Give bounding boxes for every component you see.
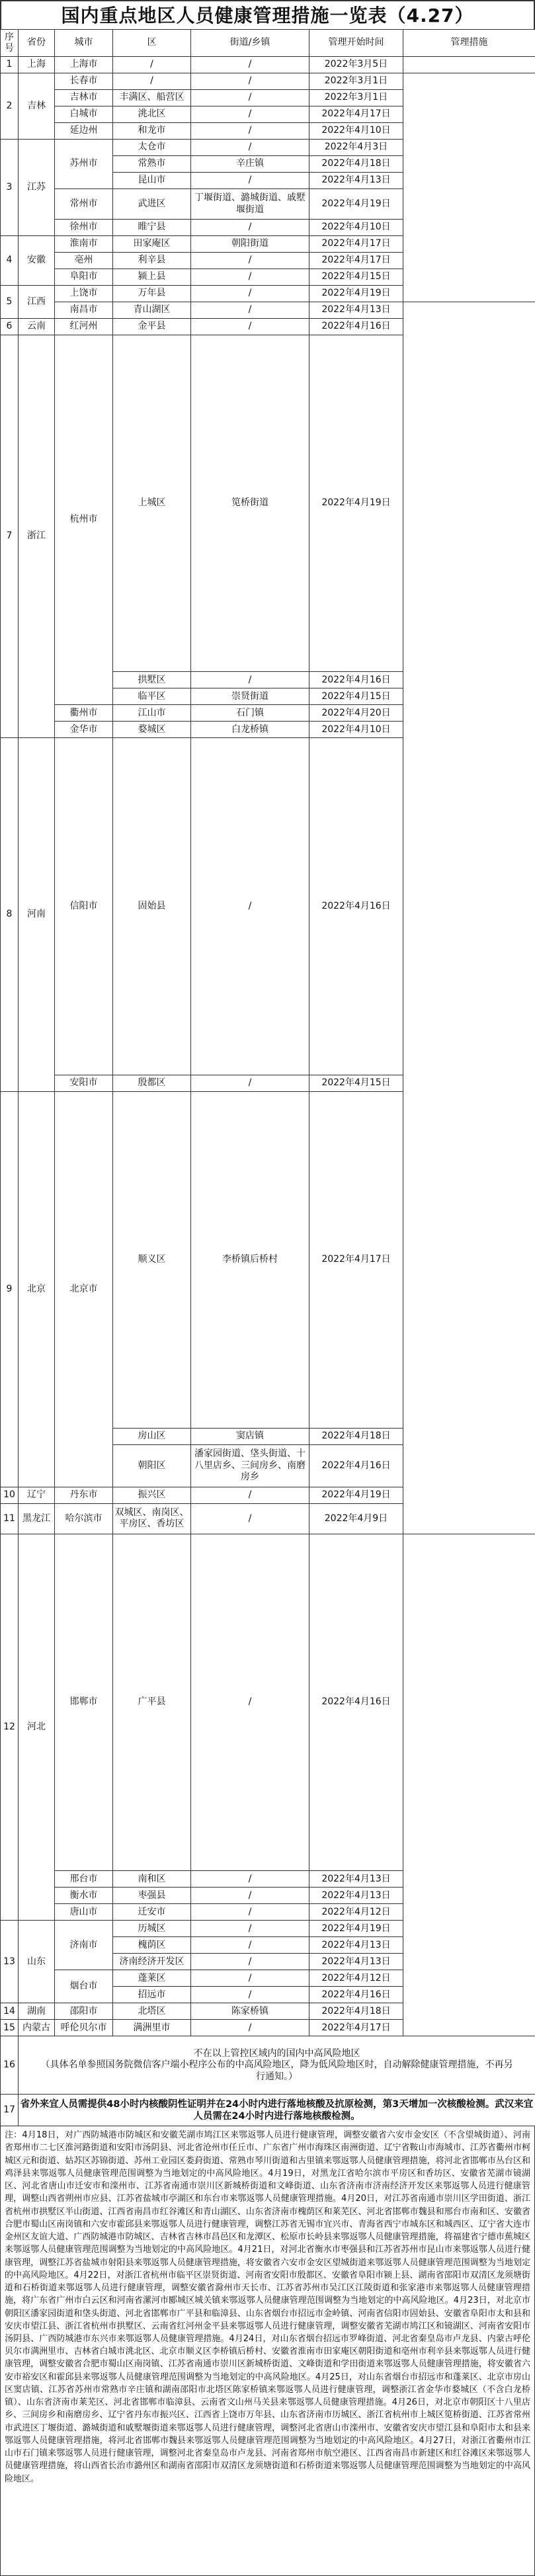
table-row (1, 1487, 535, 1503)
header-measure: 管理措施 (403, 30, 535, 57)
table-row (1, 2036, 535, 2095)
street-cell: 笕桥街道 (191, 335, 309, 672)
street-cell: / (191, 253, 309, 269)
date-cell: 2022年4月3日 (309, 140, 403, 156)
table-row (1, 1503, 535, 1534)
province-cell: 辽宁 (19, 1487, 55, 1503)
district-cell: 固始县 (113, 738, 191, 1075)
district-cell: 上城区 (113, 335, 191, 672)
province-cell: 北京 (19, 1091, 55, 1487)
street-cell: 李桥镇后桥村 (191, 1091, 309, 1428)
header-city: 城市 (55, 30, 113, 57)
date-cell: 2022年4月10日 (309, 722, 403, 738)
other-risk-areas-cell (19, 2036, 535, 2095)
street-cell: 朝阳街道 (191, 236, 309, 253)
street-cell: / (191, 73, 309, 90)
city-cell: 上海市 (55, 57, 113, 73)
table-row (1, 73, 535, 90)
date-cell: 2022年4月16日 (309, 672, 403, 688)
date-cell: 2022年4月13日 (309, 1888, 403, 1904)
city-cell: 上饶市 (55, 286, 113, 302)
date-cell: 2022年4月9日 (309, 1503, 403, 1534)
street-cell: / (191, 1534, 309, 1870)
date-cell: 2022年4月16日 (309, 319, 403, 335)
city-cell: 红河州 (55, 319, 113, 335)
province-cell: 浙江 (19, 335, 55, 738)
measure-cell-blank (403, 73, 535, 302)
district-cell: 田家庵区 (113, 236, 191, 253)
district-cell: 朝阳区 (113, 1444, 191, 1487)
district-cell: 万年县 (113, 286, 191, 302)
street-cell: / (191, 319, 309, 335)
date-cell: 2022年4月13日 (309, 1937, 403, 1954)
city-cell: 长春市 (55, 73, 113, 90)
date-cell: 2022年4月19日 (309, 189, 403, 220)
city-cell: 金华市 (55, 722, 113, 738)
province-cell: 江苏 (19, 140, 55, 236)
street-cell: / (191, 1904, 309, 1921)
date-cell: 2022年4月19日 (309, 1921, 403, 1937)
date-cell: 2022年4月13日 (309, 1954, 403, 1970)
district-cell: 金平县 (113, 319, 191, 335)
date-cell: 2022年3月5日 (309, 57, 403, 73)
street-cell: / (191, 1503, 309, 1534)
seq-cell: 12 (1, 1534, 19, 1920)
street-cell: / (191, 1954, 309, 1970)
street-cell: 陈家桥镇 (191, 2003, 309, 2020)
date-cell: 2022年4月15日 (309, 1075, 403, 1091)
date-cell: 2022年4月19日 (309, 335, 403, 672)
date-cell: 2022年4月20日 (309, 705, 403, 722)
city-cell: 哈尔滨市 (55, 1503, 113, 1534)
district-cell: 利辛县 (113, 253, 191, 269)
street-cell: 丁堰街道、潞城街道、戚墅堰街道 (191, 189, 309, 220)
date-cell: 2022年4月16日 (309, 738, 403, 1075)
city-cell: 呼伦贝尔市 (55, 2020, 113, 2036)
table-row (1, 705, 535, 722)
district-cell: 婺城区 (113, 722, 191, 738)
street-cell: / (191, 1871, 309, 1888)
district-cell: 蓬莱区 (113, 1970, 191, 1987)
header-date: 管理开始时间 (309, 30, 403, 57)
seq-cell: 11 (1, 1503, 19, 1534)
street-cell: / (191, 1075, 309, 1091)
district-cell: 昆山市 (113, 173, 191, 189)
city-cell: 邵阳市 (55, 2003, 113, 2020)
header-seq: 序号 (1, 30, 19, 57)
seq-cell: 8 (1, 738, 19, 1091)
city-cell: 苏州市 (55, 140, 113, 189)
city-cell: 杭州市 (55, 335, 113, 705)
city-cell: 济南市 (55, 1921, 113, 1970)
city-cell: 常州市 (55, 189, 113, 220)
seq-cell: 16 (1, 2036, 19, 2095)
street-cell: / (191, 672, 309, 688)
seq-cell: 9 (1, 1091, 19, 1487)
street-cell: / (191, 302, 309, 319)
district-cell: 丰满区、船营区 (113, 90, 191, 106)
city-cell: 亳州 (55, 253, 113, 269)
street-cell: / (191, 173, 309, 189)
street-cell: 窦店镇 (191, 1428, 309, 1444)
measures-table (0, 29, 535, 2126)
province-cell: 内蒙古 (19, 2020, 55, 2036)
date-cell: 2022年4月17日 (309, 106, 403, 123)
district-cell: / (113, 57, 191, 73)
date-cell: 2022年4月16日 (309, 1987, 403, 2003)
date-cell: 2022年4月17日 (309, 2020, 403, 2036)
city-cell: 南昌市 (55, 302, 113, 319)
street-cell: / (191, 286, 309, 302)
date-cell: 2022年4月15日 (309, 688, 403, 705)
street-cell: 石门镇 (191, 705, 309, 722)
table-row (1, 2095, 535, 2126)
district-cell: 颍上县 (113, 269, 191, 286)
table-row (1, 57, 535, 73)
city-cell: 北京市 (55, 1091, 113, 1487)
seq-cell: 4 (1, 236, 19, 286)
district-cell: 振兴区 (113, 1487, 191, 1503)
street-cell: / (191, 1888, 309, 1904)
district-cell: 迁安市 (113, 1904, 191, 1921)
district-cell: 和龙市 (113, 123, 191, 140)
measure-cell-blank (403, 1534, 535, 2036)
province-cell: 江西 (19, 286, 55, 319)
date-cell: 2022年4月15日 (309, 269, 403, 286)
city-cell: 邯郸市 (55, 1534, 113, 1870)
district-cell: 南和区 (113, 1871, 191, 1888)
province-cell: 河南 (19, 738, 55, 1091)
date-cell: 2022年4月13日 (309, 173, 403, 189)
seq-cell: 1 (1, 57, 19, 73)
district-cell: 武进区 (113, 189, 191, 220)
street-cell: / (191, 90, 309, 106)
seq-cell: 14 (1, 2003, 19, 2020)
street-cell: / (191, 1487, 309, 1503)
city-cell: 衡水市 (55, 1888, 113, 1904)
date-cell: 2022年4月17日 (309, 236, 403, 253)
district-cell: 招远市 (113, 1987, 191, 2003)
table-row (1, 1091, 535, 1428)
city-cell: 烟台市 (55, 1970, 113, 2003)
date-cell: 2022年4月17日 (309, 1091, 403, 1428)
district-cell: 历城区 (113, 1921, 191, 1937)
date-cell: 2022年4月19日 (309, 1487, 403, 1503)
header-row (1, 30, 535, 57)
seq-cell: 15 (1, 2020, 19, 2036)
header-province: 省份 (19, 30, 55, 57)
district-cell: 青山湖区 (113, 302, 191, 319)
district-cell: 睢宁县 (113, 220, 191, 236)
street-cell: / (191, 1970, 309, 1987)
street-cell: / (191, 1987, 309, 2003)
date-cell: 2022年4月10日 (309, 220, 403, 236)
city-cell: 吉林市 (55, 90, 113, 106)
city-cell: 邢台市 (55, 1871, 113, 1888)
seq-cell: 6 (1, 319, 19, 335)
district-cell: 临平区 (113, 688, 191, 705)
measure-cell-top (403, 57, 535, 73)
street-cell: 崇贤街道 (191, 688, 309, 705)
seq-cell: 10 (1, 1487, 19, 1503)
district-cell: 江山市 (113, 705, 191, 722)
district-cell: 枣强县 (113, 1888, 191, 1904)
district-cell: 顺义区 (113, 1091, 191, 1428)
province-cell: 云南 (19, 319, 55, 335)
table-row (1, 319, 535, 335)
city-cell: 阜阳市 (55, 269, 113, 286)
date-cell: 2022年3月1日 (309, 73, 403, 90)
table-row (1, 722, 535, 738)
page-title: 国内重点地区人员健康管理措施一览表（4.27） (0, 0, 535, 29)
outside-province-rule-cell: 省外来宜人员需提供48小时内核酸阴性证明并在24小时内进行落地核酸及抗原检测，第3天增加一次核酸检测。武汉来宜人员需在24小时内进行落地核酸检测。 (19, 2095, 535, 2126)
city-cell: 延边州 (55, 123, 113, 140)
street-cell: / (191, 2020, 309, 2036)
header-district: 区 (113, 30, 191, 57)
date-cell: 2022年4月18日 (309, 156, 403, 173)
other-risk-areas-detail: （具体名单参照国务院微信客户端小程序公布的中高风险地区，降为低风险地区时，自动解除健康管理措施，不再另行通知。） (20, 2059, 534, 2083)
street-cell: 潘家园街道、垡头街道、十八里店乡、三间房乡、南磨房乡 (191, 1444, 309, 1487)
other-risk-areas-title: 不在以上管控区域内的国内中高风险地区 (20, 2048, 534, 2060)
date-cell: 2022年4月16日 (309, 1444, 403, 1487)
street-cell: / (191, 140, 309, 156)
date-cell: 2022年3月1日 (309, 90, 403, 106)
street-cell: 辛庄镇 (191, 156, 309, 173)
district-cell: 拱墅区 (113, 672, 191, 688)
street-cell: 白龙桥镇 (191, 722, 309, 738)
district-cell: 殷都区 (113, 1075, 191, 1091)
street-cell: / (191, 220, 309, 236)
date-cell: 2022年4月13日 (309, 302, 403, 319)
date-cell: 2022年4月10日 (309, 123, 403, 140)
district-cell: 房山区 (113, 1428, 191, 1444)
district-cell: 满洲里市 (113, 2020, 191, 2036)
city-cell: 淮南市 (55, 236, 113, 253)
district-cell: 广平县 (113, 1534, 191, 1870)
street-cell: / (191, 269, 309, 286)
street-cell: / (191, 1937, 309, 1954)
street-cell: / (191, 123, 309, 140)
date-cell: 2022年4月13日 (309, 1871, 403, 1888)
district-cell: 洮北区 (113, 106, 191, 123)
province-cell: 上海 (19, 57, 55, 73)
city-cell: 徐州市 (55, 220, 113, 236)
table-row (1, 302, 535, 319)
district-cell: 济南经济开发区 (113, 1954, 191, 1970)
seq-cell: 5 (1, 286, 19, 319)
province-cell: 安徽 (19, 236, 55, 286)
district-cell: 槐荫区 (113, 1937, 191, 1954)
date-cell: 2022年4月18日 (309, 1428, 403, 1444)
district-cell: 北塔区 (113, 2003, 191, 2020)
district-cell: 双城区、南岗区、平房区、香坊区 (113, 1503, 191, 1534)
table-row (1, 1534, 535, 1870)
city-cell: 信阳市 (55, 738, 113, 1075)
city-cell: 安阳市 (55, 1075, 113, 1091)
street-cell: / (191, 738, 309, 1075)
city-cell: 白城市 (55, 106, 113, 123)
date-cell: 2022年4月17日 (309, 253, 403, 269)
header-street: 街道/乡镇 (191, 30, 309, 57)
district-cell: / (113, 73, 191, 90)
district-cell: 太仓市 (113, 140, 191, 156)
seq-cell: 13 (1, 1921, 19, 2003)
table-row (1, 738, 535, 1075)
city-cell: 丹东市 (55, 1487, 113, 1503)
province-cell: 山东 (19, 1921, 55, 2003)
province-cell: 黑龙江 (19, 1503, 55, 1534)
date-cell: 2022年4月19日 (309, 286, 403, 302)
street-cell: / (191, 57, 309, 73)
street-cell: / (191, 1921, 309, 1937)
seq-cell: 2 (1, 73, 19, 140)
date-cell: 2022年4月16日 (309, 1534, 403, 1870)
seq-cell: 7 (1, 335, 19, 738)
district-cell: 常熟市 (113, 156, 191, 173)
city-cell: 唐山市 (55, 1904, 113, 1921)
date-cell: 2022年4月12日 (309, 1970, 403, 1987)
notes-paragraph: 注：4月18日，对广西防城港市防城区和安徽芜湖市鸠江区来鄂返鄂人员进行健康管理，调整安徽省六安市金安区（不含望城街道）、河南省郑州市二七区淮河路街道和安阳市汤阴县、河北省沧州市任丘市、广东省广州市海珠区南洲街道、辽宁省鞍山市海城市、江苏省衢州市柯城区元和街道、姑苏区苏锦街道、苏州工业园区娄葑街道、常熟市琴川街道和古里镇来鄂返鄂人员健康管理措施，将河北省邯郸市丛台区和鸡泽县来鄂返鄂人员健康管理范围调整为当地划定的中高风险地区。4月19日，对黑龙江省哈尔滨市平房区和香坊区、安徽省芜湖市镜湖区、河北省唐山市迁安市和滦州市、江苏省南通市崇川区新城桥街道和文峰街道、山东省济南市济南经济开发区来鄂返鄂人员进行健康管理，调整山西省朔州市应县、江苏省盐城市亭湖区和东台市来鄂返鄂人员健康管理措施。4月20日，对江苏省南通市崇川区学田街道、浙江省杭州市拱墅区半山街道、江西省南昌市红谷滩区和青山湖区、山东省济南市槐荫区和莱芜区、河北省邯郸市魏县和邢台市南和区、安徽省合肥市蜀山区南岗镇和六安市霍邱县来鄂返鄂人员进行健康管理，调整江苏省无锡市宜兴市、青海省西宁市城东区和城西区、辽宁省大连市金州区友谊大道、广西防城港市防城区、吉林省吉林市昌邑区和龙潭区、松原市长岭县来鄂返鄂人员健康管理措施，将福建省宁德市蕉城区来鄂返鄂人员健康管理范围调整为当地划定的中高风险地区。4月21日，对河北省衡水市枣强县和江苏省苏州市昆山市来鄂返鄂人员进行健康管理，调整江苏省盐城市射阳县来鄂返鄂人员健康管理措施，将安徽省六安市金安区望城街道来鄂返鄂人员健康管理范围调整为当地划定的中高风险地区。4月22日，对浙江省杭州市临平区崇贤街道、河南省安阳市殷都区、安徽省阜阳市颍上县、湖南省邵阳市双清区龙须塘街道和石桥街道来鄂返鄂人员进行健康管理，调整安徽省滁州市天长市、江苏省苏州市吴江区江陵街道和张家港市来鄂返鄂人员健康管理措施，将广东省广州市白云区和河南省漯河市郾城区城关镇来鄂返鄂人员健康管理范围调整为当地划定的中高风险地区。4月23日，对北京市朝阳区潘家园街道和垡头街道、河北省邯郸市广平县和临漳县、山东省烟台市招远市金岭镇、河南省信阳市固始县、安徽省阜阳市太和县和安庆市望江县、浙江省杭州市拱墅区、云南省红河州金平县来鄂返鄂人员进行健康管理，调整安徽省芜湖市鸠江区和镜湖区、河南省安阳市汤阴县、广西防城港市东兴市来鄂返鄂人员健康管理措施。4月24日，对山东省烟台招远市罗峰街道、河北省秦皇岛市卢龙县、内蒙古呼伦贝尔市满洲里市、吉林省白城市洮北区、北京市顺义区李桥镇后桥村、安徽省淮南市田家庵区朝阳街道和亳州市利辛县来鄂返鄂人员进行健康管理，调整安徽省合肥市蜀山区南岗镇、江苏省南通市崇川区新城桥街道、文峰街道和学田街道来鄂返鄂人员健康管理措施，将安徽省六安市裕安区和霍邱县来鄂返鄂人员健康管理范围调整为当地划定的中高风险地区。4月25日，对山东省烟台市招远市和蓬莱区、北京市房山区窦店镇、江苏省苏州市常熟市辛庄镇和湖南邵阳市北塔区陈家桥镇来鄂返鄂人员进行健康管理，调整浙江省金华市婺城区（不含白龙桥镇）、山东省济南市莱芜区、河北省邯郸市临漳县、云南省文山州马关县来鄂返鄂人员健康管理措施。4月26日，对北京市朝阳区十八里店乡、三间房乡和南磨房乡、辽宁省丹东市振兴区、江西省上饶市万年县、山东省济南市历城区、浙江省杭州市上城区笕桥街道、江苏省常州市武进区丁堰街道、潞城街道和戚墅堰街道来鄂返鄂人员进行健康管理，调整河北省唐山市滦州市、安徽省安庆市望江县和阜阳市太和县来鄂返鄂人员健康管理措施，将河北省邯郸市魏县来鄂返鄂人员健康管理范围调整为当地划定的中高风险地区。4月27日，对浙江省衢州市江山市石门镇来鄂返鄂人员进行健康管理，调整河北省秦皇岛市卢龙县、河南省郑州市航空港区、江西省南昌市新建区和红谷滩区来鄂返鄂人员健康管理措施，将山西省长治市潞州区和湖南省邵阳市双清区龙须塘街道和石桥街道来鄂返鄂人员健康管理范围调整为当地划定的中高风险地区。 (0, 2126, 535, 2576)
table-row (1, 1075, 535, 1091)
date-cell: 2022年4月18日 (309, 2003, 403, 2020)
province-cell: 吉林 (19, 73, 55, 140)
province-cell: 湖南 (19, 2003, 55, 2020)
table-row (1, 335, 535, 672)
city-cell: 衢州市 (55, 705, 113, 722)
seq-cell: 3 (1, 140, 19, 236)
date-cell: 2022年4月12日 (309, 1904, 403, 1921)
province-cell: 河北 (19, 1534, 55, 1920)
street-cell: / (191, 106, 309, 123)
seq-cell: 17 (1, 2095, 19, 2126)
